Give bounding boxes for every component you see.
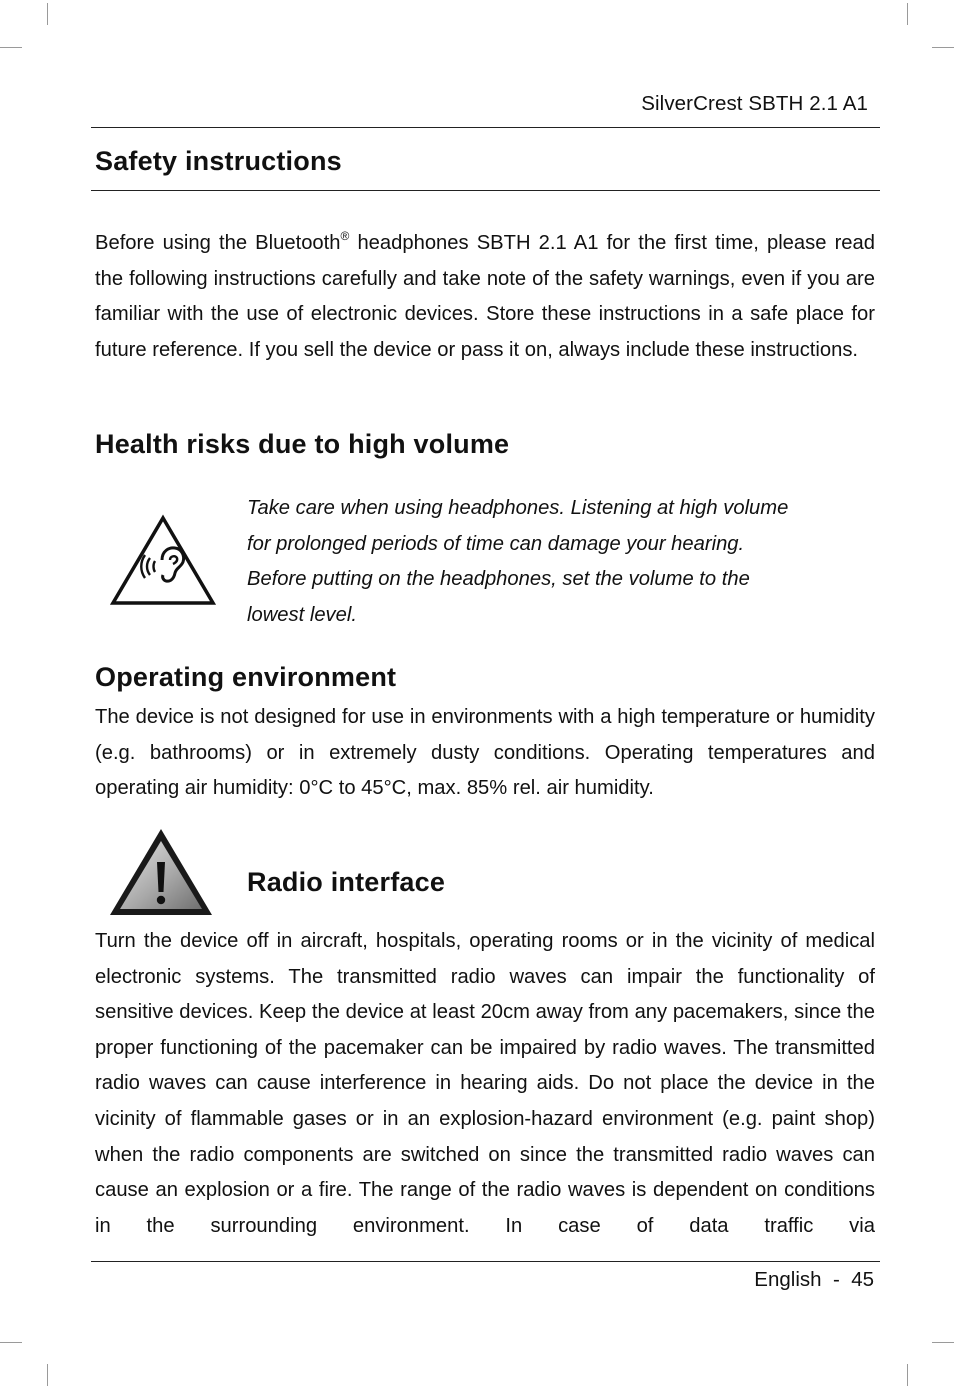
environment-text: The device is not designed for use in environments with a high temperature or humidity (e.g. bathrooms) or in extremely dusty conditions. Operating temperatures and operating air humidity: 0°C to 45°C, max. 85% rel. air humidity.	[95, 706, 875, 800]
operating-environment-paragraph	[95, 700, 875, 807]
crop-mark-top-right-h	[932, 47, 954, 48]
hearing-warning-icon	[110, 514, 216, 606]
crop-mark-bottom-right	[907, 1364, 908, 1386]
page-footer	[754, 1268, 874, 1292]
operating-environment-heading: Operating environment	[95, 662, 397, 692]
crop-mark-top-right	[907, 3, 908, 25]
warning-line: for prolonged periods of time can damage your hearing.	[247, 532, 745, 555]
exclamation-warning-icon	[108, 826, 214, 918]
crop-mark-top-left-h	[0, 47, 22, 48]
footer-rule	[91, 1261, 880, 1262]
safety-intro-paragraph	[95, 226, 875, 368]
header-rule	[91, 127, 880, 128]
warning-line: Take care when using headphones. Listening at high volume	[247, 497, 789, 519]
crop-mark-bottom-left-h	[0, 1342, 22, 1343]
warning-line: Before putting on the headphones, set the volume to the	[247, 568, 750, 590]
health-risks-heading: Health risks due to high volume	[95, 429, 510, 459]
footer-separator: -	[832, 1268, 840, 1291]
crop-mark-bottom-left	[47, 1364, 48, 1386]
heading-rule	[91, 190, 880, 191]
page-number: 45	[851, 1268, 874, 1291]
header-product-name: SilverCrest SBTH 2.1 A1	[641, 92, 868, 115]
crop-mark-bottom-right-h	[932, 1342, 954, 1343]
hearing-warning-text	[247, 491, 827, 633]
intro-text-rest: headphones SBTH 2.1 A1 for the first time, please read the following instructions carefully and take note of the safety warnings, even if you are familiar with the use of electronic devices. Store these instructions in a safe place for future reference. If you sell the device or pass it on, always include these instructions.	[95, 232, 875, 361]
footer-language: English	[754, 1268, 822, 1291]
warning-line: lowest level.	[247, 603, 357, 626]
intro-text-start: Before using the Bluetooth	[95, 232, 341, 254]
radio-text: Turn the device off in aircraft, hospitals, operating rooms or in the vicinity of medical electronic systems. The transmitted radio waves can impair the functionality of sensitive devices. Keep the device at least 20cm away from any pacemakers, since the proper functioning of the pacemaker can be impaired by radio waves. The transmitted radio waves can cause interference in hearing aids. Do not place the device in the vicinity of flammable gases or in an explosion-hazard environment (e.g. paint shop) when the radio components are switched on since the transmitted radio waves can cause an explosion or a fire. The range of the radio waves is dependent on conditions in the surrounding environment. In case of data traffic via	[95, 930, 875, 1237]
safety-instructions-heading: Safety instructions	[95, 146, 342, 176]
crop-mark-top-left	[47, 3, 48, 25]
radio-interface-heading: Radio interface	[247, 867, 446, 897]
registered-mark: ®	[340, 229, 350, 244]
radio-interface-paragraph	[95, 924, 875, 1244]
